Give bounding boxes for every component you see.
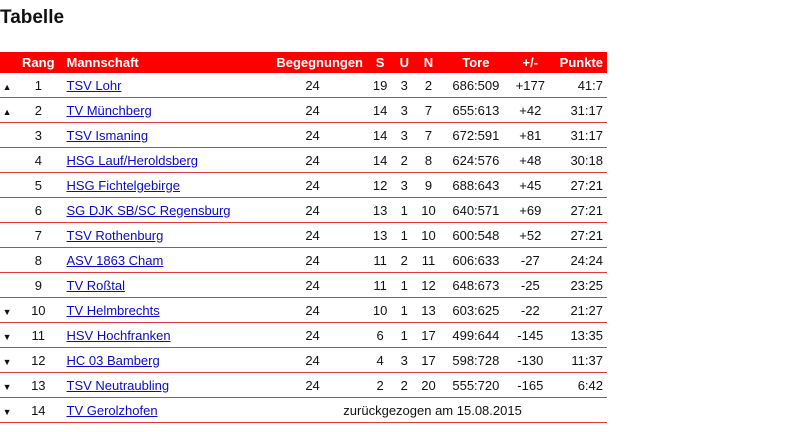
team-link[interactable]: HC 03 Bamberg <box>66 352 160 368</box>
tore-cell: 688:643 <box>442 173 511 198</box>
diff-cell: +52 <box>510 223 550 248</box>
begegnungen-cell: 24 <box>258 123 367 148</box>
siege-cell: 13 <box>367 223 393 248</box>
begegnungen-cell: 24 <box>258 298 367 323</box>
rang-cell: 9 <box>14 273 62 298</box>
team-link[interactable]: TV Gerolzhofen <box>66 402 158 418</box>
team-cell <box>63 148 259 173</box>
table-row <box>0 123 607 148</box>
tore-cell: 606:633 <box>442 248 511 273</box>
team-link[interactable]: TV Münchberg <box>66 102 152 118</box>
unentschieden-cell: 3 <box>393 348 415 373</box>
team-cell <box>63 173 259 198</box>
niederlagen-cell: 10 <box>415 198 441 223</box>
diff-cell: -145 <box>510 323 550 348</box>
punkte-cell: 27:21 <box>550 223 607 248</box>
trend-cell <box>0 323 14 348</box>
standings-body <box>0 73 607 423</box>
team-link[interactable]: SG DJK SB/SC Regensburg <box>66 202 231 218</box>
tore-cell: 603:625 <box>442 298 511 323</box>
unentschieden-cell: 3 <box>393 173 415 198</box>
arrow-up-icon: ▲ <box>2 106 12 117</box>
trend-cell <box>0 73 14 98</box>
trend-cell <box>0 348 14 373</box>
niederlagen-cell: 12 <box>415 273 441 298</box>
unentschieden-cell: 1 <box>393 273 415 298</box>
team-link[interactable]: TSV Lohr <box>66 77 122 93</box>
diff-cell: +42 <box>510 98 550 123</box>
trend-cell <box>0 223 14 248</box>
team-link[interactable]: HSG Fichtelgebirge <box>66 177 180 193</box>
tore-cell: 648:673 <box>442 273 511 298</box>
begegnungen-cell: 24 <box>258 348 367 373</box>
rang-cell: 12 <box>14 348 62 373</box>
niederlagen-cell: 2 <box>415 73 441 98</box>
diff-cell: -25 <box>510 273 550 298</box>
header-n: N <box>415 52 441 73</box>
rang-cell: 10 <box>14 298 62 323</box>
siege-cell: 13 <box>367 198 393 223</box>
niederlagen-cell: 20 <box>415 373 441 398</box>
diff-cell: -130 <box>510 348 550 373</box>
team-cell <box>63 398 259 423</box>
trend-cell <box>0 373 14 398</box>
niederlagen-cell: 7 <box>415 98 441 123</box>
punkte-cell: 24:24 <box>550 248 607 273</box>
team-link[interactable]: TSV Rothenburg <box>66 227 164 243</box>
team-cell <box>63 248 259 273</box>
rang-cell: 1 <box>14 73 62 98</box>
begegnungen-cell: 24 <box>258 248 367 273</box>
punkte-cell: 21:27 <box>550 298 607 323</box>
table-row <box>0 73 607 98</box>
arrow-down-icon: ▼ <box>2 331 12 342</box>
tore-cell: 672:591 <box>442 123 511 148</box>
arrow-down-icon: ▼ <box>2 356 12 367</box>
diff-cell: +45 <box>510 173 550 198</box>
tore-cell: 600:548 <box>442 223 511 248</box>
table-header-row <box>0 52 607 73</box>
unentschieden-cell: 1 <box>393 323 415 348</box>
header-trend <box>0 52 14 73</box>
trend-cell <box>0 298 14 323</box>
siege-cell: 4 <box>367 348 393 373</box>
trend-cell <box>0 98 14 123</box>
begegnungen-cell: 24 <box>258 73 367 98</box>
table-row <box>0 298 607 323</box>
punkte-cell: 41:7 <box>550 73 607 98</box>
punkte-cell: 23:25 <box>550 273 607 298</box>
siege-cell: 10 <box>367 298 393 323</box>
diff-cell: +177 <box>510 73 550 98</box>
table-row <box>0 198 607 223</box>
table-row-withdrawn <box>0 398 607 423</box>
niederlagen-cell: 10 <box>415 223 441 248</box>
tore-cell: 499:644 <box>442 323 511 348</box>
begegnungen-cell: 24 <box>258 198 367 223</box>
niederlagen-cell: 8 <box>415 148 441 173</box>
withdrawn-note: zurückgezogen am 15.08.2015 <box>258 398 607 423</box>
unentschieden-cell: 1 <box>393 198 415 223</box>
punkte-cell: 31:17 <box>550 123 607 148</box>
team-link[interactable]: HSG Lauf/Heroldsberg <box>66 152 199 168</box>
tore-cell: 640:571 <box>442 198 511 223</box>
team-cell <box>63 123 259 148</box>
niederlagen-cell: 17 <box>415 348 441 373</box>
rang-cell: 8 <box>14 248 62 273</box>
header-u: U <box>393 52 415 73</box>
table-row <box>0 148 607 173</box>
rang-cell: 3 <box>14 123 62 148</box>
trend-cell <box>0 123 14 148</box>
header-tore: Tore <box>442 52 511 73</box>
rang-cell: 11 <box>14 323 62 348</box>
niederlagen-cell: 13 <box>415 298 441 323</box>
table-row <box>0 173 607 198</box>
begegnungen-cell: 24 <box>258 323 367 348</box>
unentschieden-cell: 1 <box>393 223 415 248</box>
siege-cell: 19 <box>367 73 393 98</box>
unentschieden-cell: 2 <box>393 148 415 173</box>
team-cell <box>63 373 259 398</box>
tore-cell: 624:576 <box>442 148 511 173</box>
punkte-cell: 11:37 <box>550 348 607 373</box>
unentschieden-cell: 2 <box>393 373 415 398</box>
team-link[interactable]: TV Helmbrechts <box>66 302 160 318</box>
unentschieden-cell: 2 <box>393 248 415 273</box>
arrow-up-icon: ▲ <box>2 81 12 92</box>
punkte-cell: 13:35 <box>550 323 607 348</box>
rang-cell: 13 <box>14 373 62 398</box>
begegnungen-cell: 24 <box>258 173 367 198</box>
begegnungen-cell: 24 <box>258 223 367 248</box>
header-rang: Rang <box>14 52 62 73</box>
table-row <box>0 323 607 348</box>
rang-cell: 2 <box>14 98 62 123</box>
begegnungen-cell: 24 <box>258 273 367 298</box>
siege-cell: 11 <box>367 273 393 298</box>
standings-table <box>0 52 607 423</box>
siege-cell: 14 <box>367 123 393 148</box>
trend-cell <box>0 398 14 423</box>
diff-cell: +48 <box>510 148 550 173</box>
header-punkte: Punkte <box>550 52 607 73</box>
header-mannschaft: Mannschaft <box>63 52 259 73</box>
diff-cell: -27 <box>510 248 550 273</box>
table-row <box>0 373 607 398</box>
punkte-cell: 6:42 <box>550 373 607 398</box>
diff-cell: +69 <box>510 198 550 223</box>
team-link[interactable]: ASV 1863 Cham <box>66 252 164 268</box>
trend-cell <box>0 173 14 198</box>
arrow-down-icon: ▼ <box>2 381 12 392</box>
team-link[interactable]: TSV Ismaning <box>66 127 149 143</box>
team-link[interactable]: TV Roßtal <box>66 277 126 293</box>
punkte-cell: 31:17 <box>550 98 607 123</box>
punkte-cell: 27:21 <box>550 198 607 223</box>
siege-cell: 6 <box>367 323 393 348</box>
tore-cell: 598:728 <box>442 348 511 373</box>
table-row <box>0 223 607 248</box>
team-cell <box>63 298 259 323</box>
arrow-down-icon: ▼ <box>2 306 12 317</box>
rang-cell: 4 <box>14 148 62 173</box>
rang-cell: 5 <box>14 173 62 198</box>
page-title: Tabelle <box>0 7 65 28</box>
trend-cell <box>0 198 14 223</box>
unentschieden-cell: 3 <box>393 123 415 148</box>
arrow-down-icon: ▼ <box>2 406 12 417</box>
team-cell <box>63 348 259 373</box>
unentschieden-cell: 3 <box>393 73 415 98</box>
team-cell <box>63 98 259 123</box>
team-cell <box>63 273 259 298</box>
rang-cell: 6 <box>14 198 62 223</box>
team-cell <box>63 73 259 98</box>
team-cell <box>63 198 259 223</box>
begegnungen-cell: 24 <box>258 98 367 123</box>
siege-cell: 14 <box>367 148 393 173</box>
team-cell <box>63 223 259 248</box>
team-link[interactable]: TSV Neutraubling <box>66 377 170 393</box>
header-begegnungen: Begegnungen <box>258 52 367 73</box>
niederlagen-cell: 11 <box>415 248 441 273</box>
trend-cell <box>0 248 14 273</box>
diff-cell: +81 <box>510 123 550 148</box>
rang-cell: 7 <box>14 223 62 248</box>
niederlagen-cell: 9 <box>415 173 441 198</box>
punkte-cell: 30:18 <box>550 148 607 173</box>
unentschieden-cell: 3 <box>393 98 415 123</box>
tore-cell: 686:509 <box>442 73 511 98</box>
begegnungen-cell: 24 <box>258 373 367 398</box>
team-cell <box>63 323 259 348</box>
rang-cell: 14 <box>14 398 62 423</box>
niederlagen-cell: 7 <box>415 123 441 148</box>
table-row <box>0 273 607 298</box>
table-row <box>0 248 607 273</box>
siege-cell: 11 <box>367 248 393 273</box>
diff-cell: -165 <box>510 373 550 398</box>
table-row <box>0 98 607 123</box>
siege-cell: 2 <box>367 373 393 398</box>
tore-cell: 655:613 <box>442 98 511 123</box>
siege-cell: 14 <box>367 98 393 123</box>
punkte-cell: 27:21 <box>550 173 607 198</box>
niederlagen-cell: 17 <box>415 323 441 348</box>
header-diff: +/- <box>510 52 550 73</box>
diff-cell: -22 <box>510 298 550 323</box>
tore-cell: 555:720 <box>442 373 511 398</box>
team-link[interactable]: HSV Hochfranken <box>66 327 171 343</box>
table-row <box>0 348 607 373</box>
header-s: S <box>367 52 393 73</box>
begegnungen-cell: 24 <box>258 148 367 173</box>
siege-cell: 12 <box>367 173 393 198</box>
trend-cell <box>0 273 14 298</box>
unentschieden-cell: 1 <box>393 298 415 323</box>
trend-cell <box>0 148 14 173</box>
